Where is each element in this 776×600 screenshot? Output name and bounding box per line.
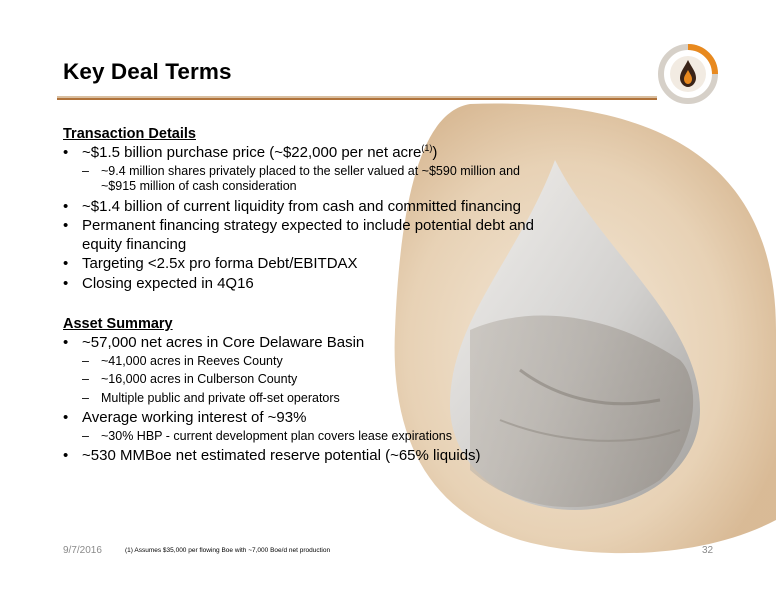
list-item [63,217,543,254]
section-heading-transaction-details: Transaction Details [63,126,196,142]
bullet-text: ~530 MMBoe net estimated reserve potential (~65% liquids) [82,447,481,464]
footnote-marker: (1) [421,143,433,153]
list-item [63,275,543,294]
bullet-glyph: • [63,274,69,292]
bullet-glyph: • [63,144,69,161]
footer-date: 9/7/2016 [63,545,102,556]
sub-list [82,354,543,407]
sub-list-item [82,164,543,195]
dash-glyph: – [82,353,89,368]
slide-title: Key Deal Terms [63,59,232,84]
bullet-text: Targeting <2.5x pro forma Debt/EBITDAX [82,255,358,272]
sub-bullet-text: ~41,000 acres in Reeves County [101,353,283,368]
sub-list-item [82,429,543,445]
sub-list-item [82,372,543,388]
bullet-glyph: • [63,447,69,464]
bullet-text: ~$1.4 billion of current liquidity from cash and committed financing [82,197,521,215]
slide-body [63,124,543,467]
bullet-text: ~57,000 net acres in Core Delaware Basin [82,334,365,351]
bullet-text: Permanent financing strategy expected to include potential debt and equity financing [82,217,534,253]
transaction-details-list [63,144,543,293]
sub-list [82,164,543,195]
title-underline [57,98,657,100]
sub-bullet-text: ~9.4 million shares privately placed to the seller valued at ~$590 million and ~$915 million of cash consideration [101,163,520,193]
section-heading-asset-summary: Asset Summary [63,316,173,332]
page-number: 32 [702,545,714,556]
sub-list-item [82,391,543,407]
bullet-glyph: • [63,197,69,215]
sub-bullet-text: ~16,000 acres in Culberson County [101,372,298,386]
dash-glyph: – [82,390,89,405]
dash-glyph: – [82,163,89,178]
bullet-glyph: • [63,255,69,272]
bullet-glyph: • [63,409,69,426]
list-item [63,198,543,217]
list-item [63,144,543,195]
flame-drop-logo-icon [658,44,718,104]
dash-glyph: – [82,428,89,443]
bullet-text-suffix: ) [432,144,438,161]
bullet-text: Average working interest of ~93% [82,409,307,426]
asset-summary-list [63,334,543,466]
list-item [63,447,543,466]
dash-glyph: – [82,372,89,386]
list-item [63,255,543,274]
footer-footnote: (1) Assumes $35,000 per flowing Boe with ~7,000 Boe/d net production [125,547,331,554]
sub-bullet-text: ~30% HBP - current development plan covers lease expirations [101,428,453,443]
bullet-text: ~$1.5 billion purchase price (~$22,000 per net acre [82,144,422,161]
list-item [63,334,543,406]
sub-bullet-text: Multiple public and private off-set operators [101,390,340,405]
list-item [63,409,543,444]
bullet-glyph: • [63,217,69,234]
sub-list [82,429,543,445]
sub-list-item [82,354,543,370]
bullet-glyph: • [63,334,69,351]
bullet-text: Closing expected in 4Q16 [82,274,254,292]
